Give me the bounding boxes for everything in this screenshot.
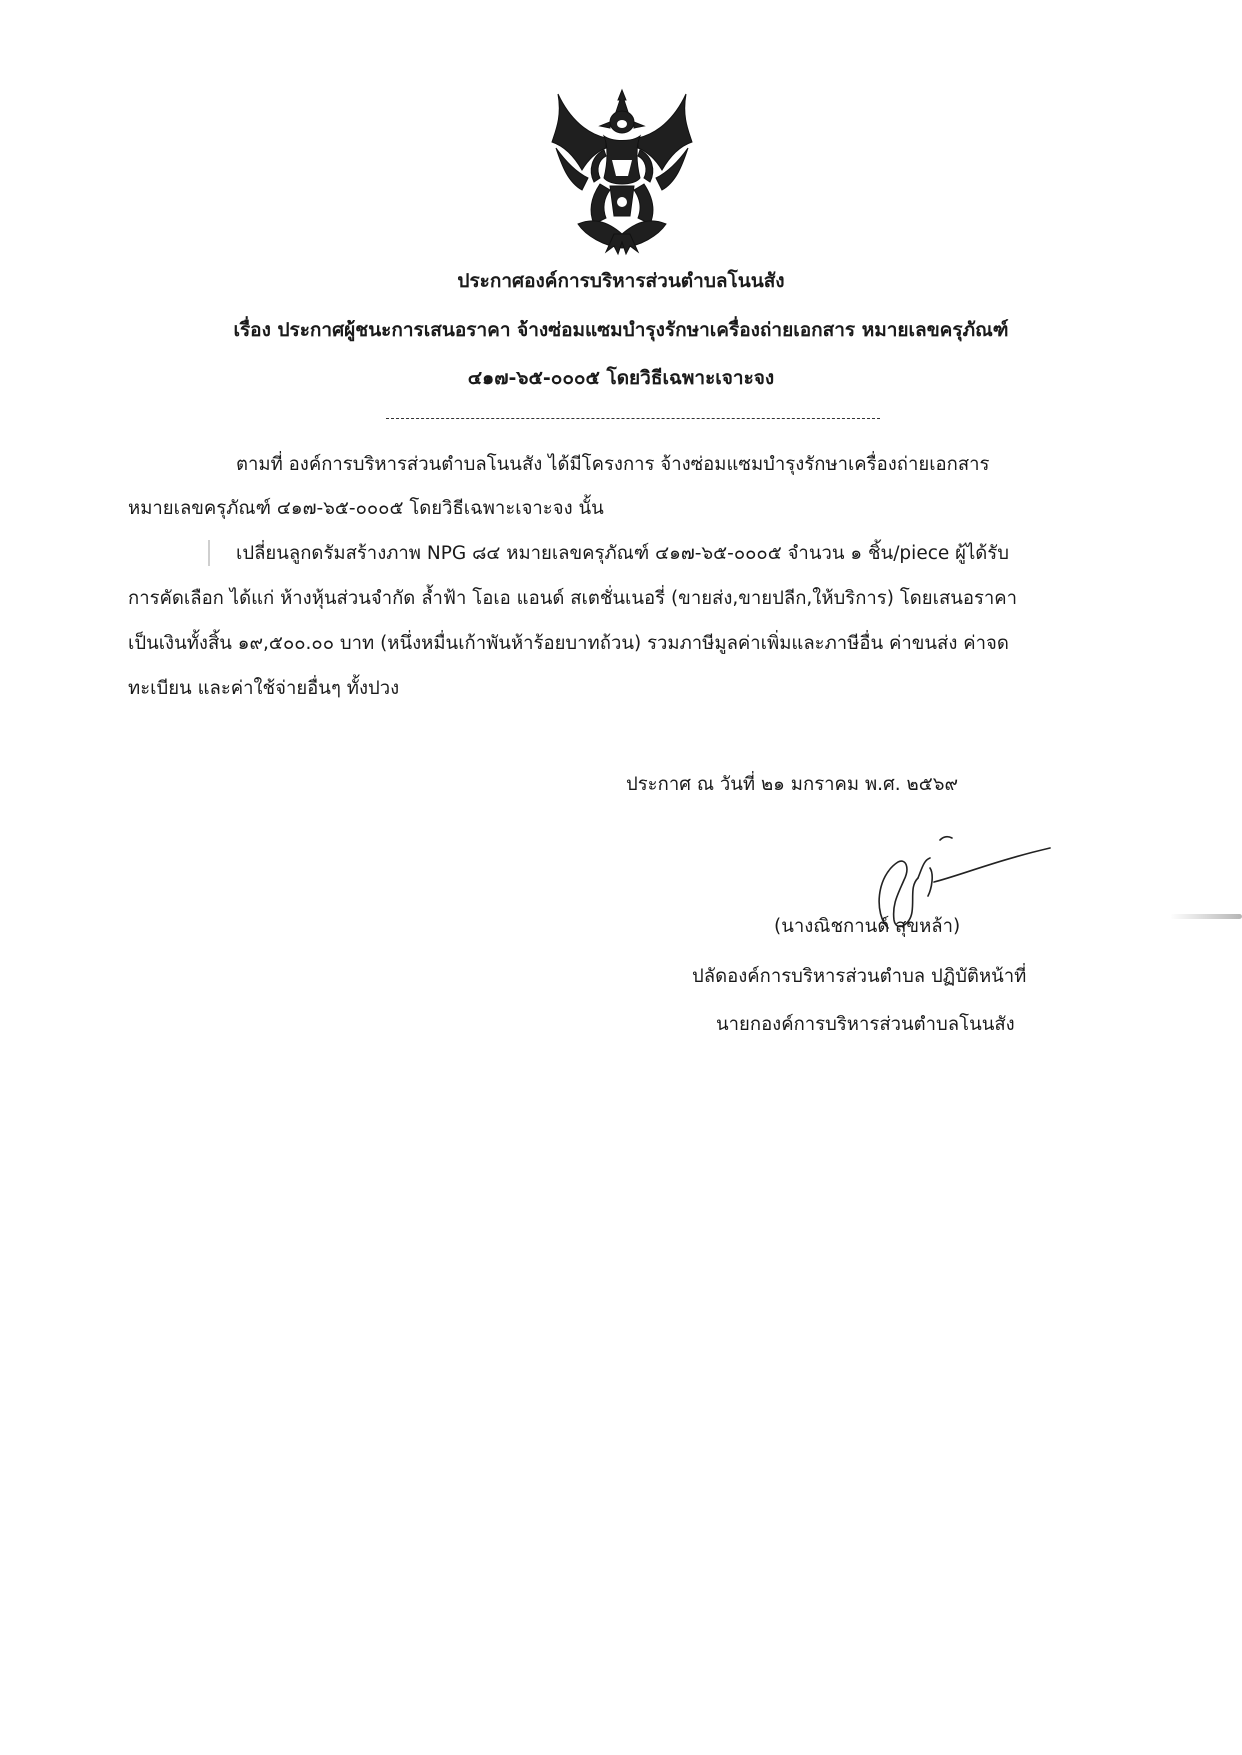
margin-mark: [208, 540, 210, 566]
announcement-org-title: ประกาศองค์การบริหารส่วนตำบลโนนสัง: [457, 270, 785, 292]
scan-artifact: [1170, 914, 1242, 919]
paragraph-2-line-3: เป็นเงินทั้งสิ้น ๑๙,๕๐๐.๐๐ บาท (หนึ่งหมื่นเก้าพันห้าร้อยบาทถ้วน) รวมภาษีมูลค่าเพิ่มและภาษีอื่น ค่าขนส่ง ค่าจด: [128, 633, 1009, 654]
announcement-date: ประกาศ ณ วันที่ ๒๑ มกราคม พ.ศ. ๒๕๖๙: [626, 774, 959, 795]
paragraph-2-line-1: เปลี่ยนลูกดรัมสร้างภาพ NPG ๘๔ หมายเลขครุภัณฑ์ ๔๑๗-๖๕-๐๐๐๕ จำนวน ๑ ชิ้น/piece ผู้ได้รับ: [236, 543, 1009, 564]
garuda-emblem-icon: [548, 86, 696, 256]
signer-name: (นางณิชกานต์ สุขหล้า): [774, 916, 961, 937]
announcement-subject: เรื่อง ประกาศผู้ชนะการเสนอราคา จ้างซ่อมแซมบำรุงรักษาเครื่องถ่ายเอกสาร หมายเลขครุภัณฑ์: [233, 319, 1009, 341]
signer-position: ปลัดองค์การบริหารส่วนตำบล ปฏิบัติหน้าที่: [692, 966, 1027, 987]
paragraph-1-line-1: ตามที่ องค์การบริหารส่วนตำบลโนนสัง ได้มีโครงการ จ้างซ่อมแซมบำรุงรักษาเครื่องถ่ายเอกสาร: [236, 454, 990, 475]
paragraph-2-line-2: การคัดเลือก ได้แก่ ห้างหุ้นส่วนจำกัด ล้ำฟ้า โอเอ แอนด์ สเตชั่นเนอรี่ (ขายส่ง,ขายปลีก,ให้บริการ) โดยเสนอราคา: [128, 588, 1018, 609]
paragraph-1-line-2: หมายเลขครุภัณฑ์ ๔๑๗-๖๕-๐๐๐๕ โดยวิธีเฉพาะเจาะจง นั้น: [128, 498, 604, 519]
announcement-subject-continued: ๔๑๗-๖๕-๐๐๐๕ โดยวิธีเฉพาะเจาะจง: [467, 367, 775, 389]
signer-acting-position: นายกองค์การบริหารส่วนตำบลโนนสัง: [716, 1014, 1015, 1035]
title-divider: [386, 418, 880, 419]
paragraph-2-line-4: ทะเบียน และค่าใช้จ่ายอื่นๆ ทั้งปวง: [128, 678, 400, 699]
